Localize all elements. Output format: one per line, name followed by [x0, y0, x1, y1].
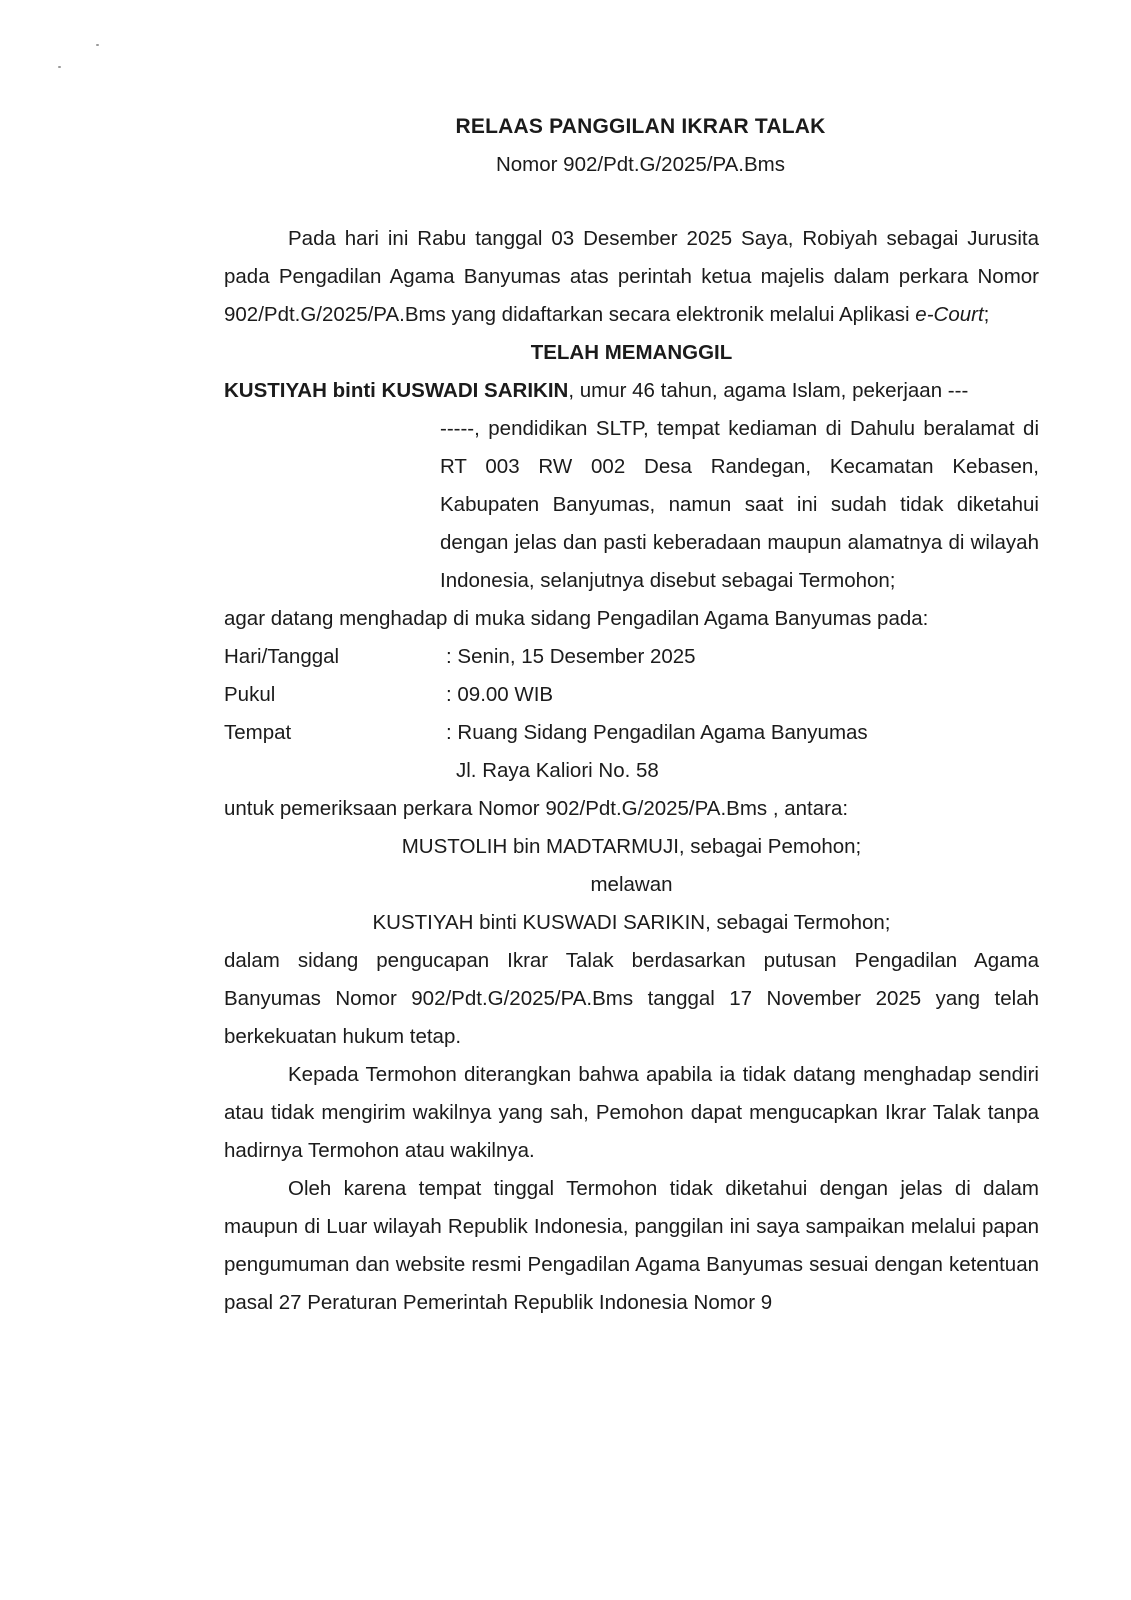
schedule-value: : Ruang Sidang Pengadilan Agama Banyumas [446, 721, 868, 744]
document-number: Nomor 902/Pdt.G/2025/PA.Bms [495, 153, 786, 176]
schedule-label: Tempat [224, 721, 292, 744]
schedule-row-place [224, 714, 1039, 752]
intro-end: ; [983, 303, 990, 326]
court-address: Jl. Raya Kaliori No. 58 [456, 759, 659, 782]
schedule-row-date [224, 638, 1039, 676]
scan-speck [96, 44, 99, 46]
petitioner-line: MUSTOLIH bin MADTARMUJI, sebagai Pemohon; [401, 835, 862, 858]
scan-speck [58, 66, 61, 68]
summons-line: agar datang menghadap di muka sidang Pengadilan Agama Banyumas pada: [224, 607, 929, 630]
versus-line: melawan [590, 873, 673, 896]
respondent-first-text: , umur 46 tahun, agama Islam, pekerjaan --- [568, 379, 969, 402]
schedule-label: Hari/Tanggal [224, 645, 340, 668]
document-title: RELAAS PANGGILAN IKRAR TALAK [455, 115, 826, 138]
schedule-row-time [224, 676, 1039, 714]
residence-paragraph: Oleh karena tempat tinggal Termohon tidak diketahui dengan jelas di dalam maupun di Luar wilayah Republik Indonesia, panggilan ini saya sampaikan melalui papan pengumuman dan website resmi Pengadilan Agama Banyumas sesuai dengan ketentuan pasal 27 Peraturan Pemerintah Republik Indonesia Nomor 9 [224, 1177, 1039, 1314]
examination-line: untuk pemeriksaan perkara Nomor 902/Pdt.G/2025/PA.Bms , antara: [224, 797, 849, 820]
respondent-details: -----, pendidikan SLTP, tempat kediaman di Dahulu beralamat di RT 003 RW 002 Desa Randegan, Kecamatan Kebasen, Kabupaten Banyumas, namun saat ini sudah tidak diketahui dengan jelas dan pasti keberadaan maupun alamatnya di wilayah Indonesia, selanjutnya disebut sebagai Termohon; [440, 417, 1039, 592]
spacer [224, 184, 1039, 220]
session-paragraph: dalam sidang pengucapan Ikrar Talak berdasarkan putusan Pengadilan Agama Banyumas Nomor 902/Pdt.G/2025/PA.Bms tanggal 17 November 2025 yang telah berkekuatan hukum tetap. [224, 949, 1039, 1048]
ecourt-term: e-Court [915, 303, 984, 326]
intro-text: Pada hari ini Rabu tanggal 03 Desember 2025 Saya, Robiyah sebagai Jurusita pada Pengadilan Agama Banyumas atas perintah ketua majelis dalam perkara Nomor 902/Pdt.G/2025/PA.Bms yang didaftarkan secara elektronik melalui Aplikasi [224, 227, 1039, 326]
intro-paragraph [224, 220, 1039, 334]
schedule-value: : Senin, 15 Desember 2025 [446, 645, 696, 668]
schedule-value: : 09.00 WIB [446, 683, 554, 706]
respondent-line: KUSTIYAH binti KUSWADI SARIKIN, sebagai Termohon; [372, 911, 891, 934]
section-heading: TELAH MEMANGGIL [530, 341, 733, 364]
respondent-name: KUSTIYAH binti KUSWADI SARIKIN [224, 379, 569, 402]
schedule-label: Pukul [224, 683, 276, 706]
notice-paragraph: Kepada Termohon diterangkan bahwa apabila ia tidak datang menghadap sendiri atau tidak mengirim wakilnya yang sah, Pemohon dapat mengucapkan Ikrar Talak tanpa hadirnya Termohon atau wakilnya. [224, 1063, 1039, 1162]
respondent-first-line [224, 372, 1039, 410]
